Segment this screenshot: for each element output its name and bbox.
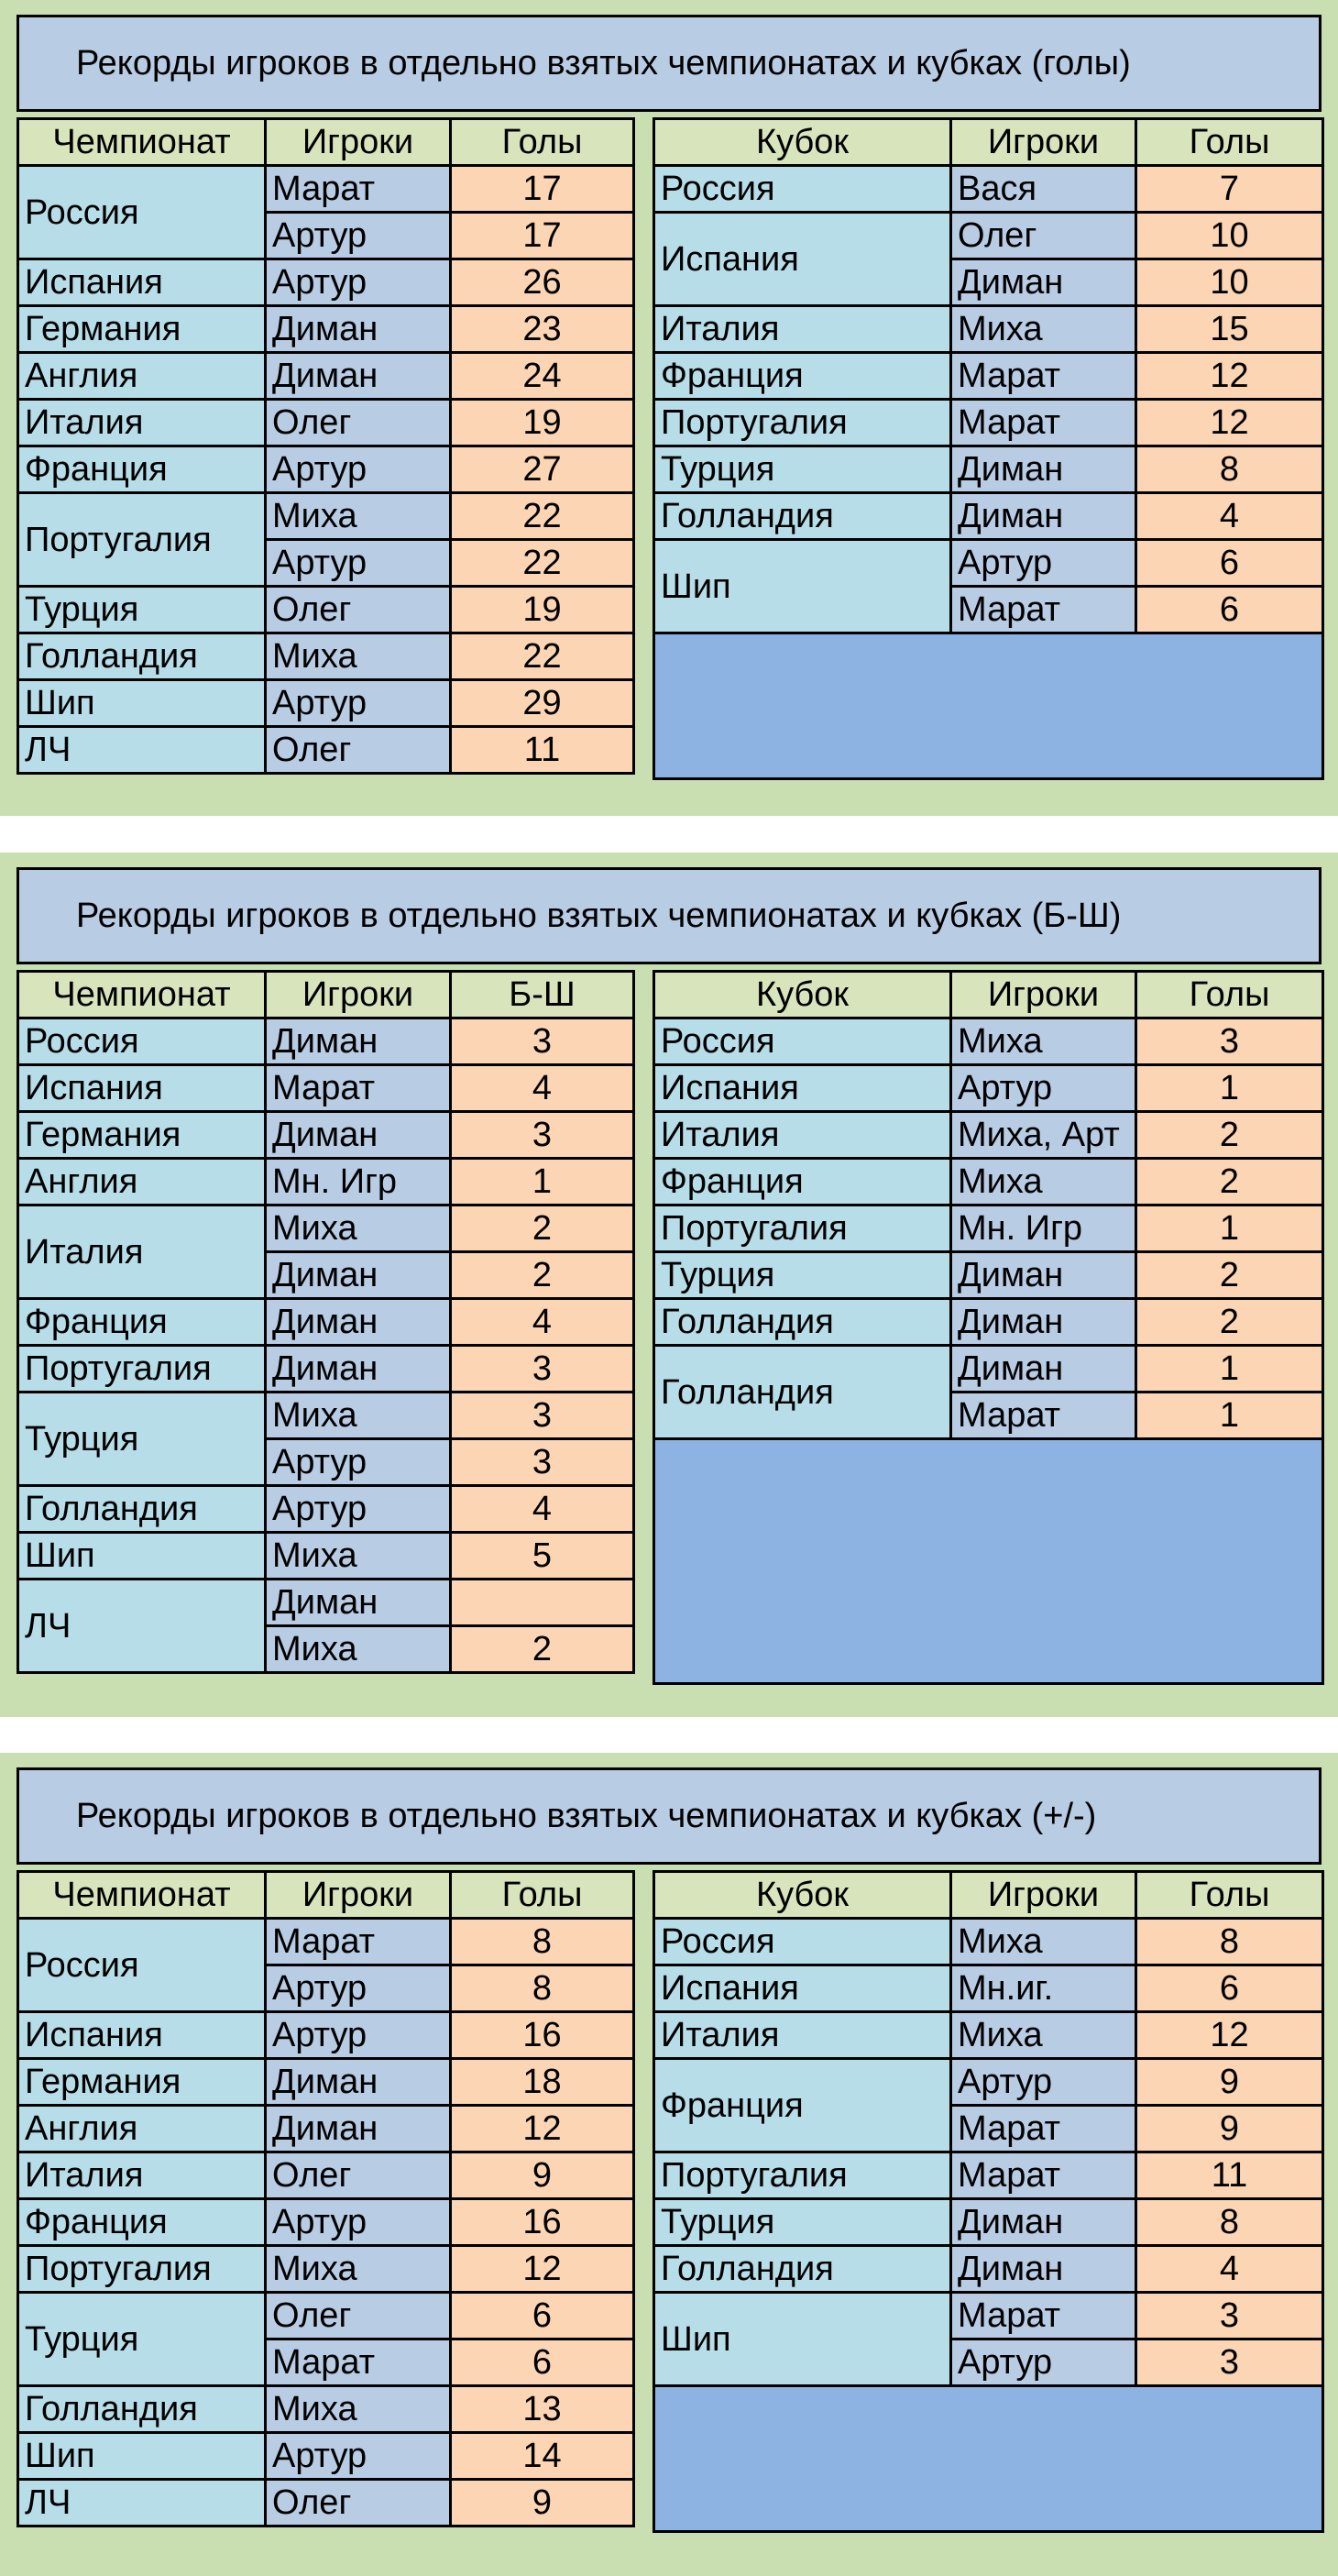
player-cell: Артур [266,1486,451,1533]
table-row [18,2480,634,2526]
tournament-cell: Италия [654,1112,951,1159]
table-row [654,400,1323,446]
tournament-cell: Россия [654,1919,951,1965]
tournament-cell: Германия [18,2059,266,2106]
tournament-cell: ЛЧ [18,1580,266,1673]
tournament-cell: Турция [654,1252,951,1299]
player-cell: Диман [266,306,451,353]
table-row [654,2199,1323,2246]
tournament-header: Чемпионат [18,1872,266,1919]
player-cell: Диман [951,1346,1136,1393]
tournament-cell: Россия [18,1018,266,1065]
value-cell: 2 [451,1205,634,1252]
value-cell: 19 [451,587,634,633]
player-cell: Миха, Арт [951,1112,1136,1159]
cup-table [653,970,1324,1685]
header-row [654,1872,1323,1919]
tournament-header: Чемпионат [18,119,266,166]
value-cell: 9 [451,2480,634,2526]
table-row [18,1205,634,1252]
tournament-cell: Голландия [18,633,266,680]
empty-fill-area [654,1439,1323,1684]
player-cell: Олег [266,727,451,774]
value-cell: 16 [451,2199,634,2246]
empty-fill-row [654,2386,1323,2532]
player-cell: Миха [266,1205,451,1252]
tournament-cell: Португалия [18,1346,266,1393]
value-cell: 3 [451,1112,634,1159]
player-cell: Диман [951,2199,1136,2246]
tournament-cell: Англия [18,1159,266,1205]
value-cell: 10 [1136,259,1323,306]
table-row [18,400,634,446]
cup-table [653,1870,1324,2533]
value-header: Голы [1136,119,1323,166]
table-row [18,1299,634,1346]
tournament-cell: Россия [654,1018,951,1065]
player-cell: Артур [266,680,451,727]
value-header: Голы [451,1872,634,1919]
value-cell: 23 [451,306,634,353]
tournament-cell: Турция [18,1393,266,1486]
tournament-cell: ЛЧ [18,2480,266,2526]
table-row [18,1393,634,1439]
tournament-cell: Турция [18,2293,266,2386]
player-cell: Марат [266,2339,451,2386]
value-cell: 6 [451,2339,634,2386]
player-cell: Вася [951,166,1136,213]
table-row [654,1159,1323,1205]
header-row [654,119,1323,166]
tournament-cell: Испания [18,2012,266,2059]
table-row [18,2152,634,2199]
value-cell: 6 [1136,540,1323,587]
tournament-cell: Испания [654,1965,951,2012]
value-cell: 12 [1136,2012,1323,2059]
value-cell: 1 [1136,1205,1323,1252]
value-cell: 2 [451,1252,634,1299]
value-cell: 17 [451,166,634,213]
table-row [18,2293,634,2339]
tournament-cell: Россия [654,166,951,213]
tournament-cell: Шип [18,680,266,727]
section-title: Рекорды игроков в отдельно взятых чемпионатах и кубках (Б-Ш) [16,867,1322,964]
value-cell: 6 [1136,1965,1323,2012]
table-row [18,2059,634,2106]
value-cell: 2 [1136,1112,1323,1159]
player-cell: Марат [266,1919,451,1965]
value-cell: 22 [451,493,634,540]
tournament-cell: Франция [654,1159,951,1205]
player-cell: Диман [266,1252,451,1299]
empty-fill-row [654,633,1323,779]
player-cell: Миха [266,2386,451,2433]
player-cell: Артур [951,1065,1136,1112]
tournament-cell: Италия [18,400,266,446]
player-cell: Диман [266,1299,451,1346]
tournament-cell: Шип [654,2293,951,2386]
player-cell: Миха [266,1393,451,1439]
player-cell: Марат [951,400,1136,446]
table-row [18,493,634,540]
value-cell: 3 [451,1393,634,1439]
table-row [654,2152,1323,2199]
player-cell: Артур [951,540,1136,587]
table-row [18,587,634,633]
player-cell: Марат [951,2293,1136,2339]
tournament-cell: Англия [18,353,266,400]
section-goals [0,0,1338,816]
table-row [654,1346,1323,1393]
player-cell: Диман [266,1112,451,1159]
value-cell: 17 [451,213,634,259]
tournament-cell: Италия [18,2152,266,2199]
tournament-cell: Франция [18,446,266,493]
value-cell: 22 [451,633,634,680]
value-cell: 26 [451,259,634,306]
value-cell: 29 [451,680,634,727]
value-header: Голы [451,119,634,166]
tournament-cell: Голландия [654,493,951,540]
tournament-cell: Англия [18,2106,266,2152]
value-cell: 12 [1136,353,1323,400]
value-header: Голы [1136,972,1323,1018]
player-cell: Диман [266,353,451,400]
value-cell: 7 [1136,166,1323,213]
cup-table [653,117,1324,780]
player-cell: Миха [951,1919,1136,1965]
tournament-cell: Турция [654,446,951,493]
player-cell: Олег [951,213,1136,259]
table-row [18,446,634,493]
tournament-cell: Голландия [18,2386,266,2433]
section-bsh [0,853,1338,1717]
player-cell: Диман [951,446,1136,493]
table-row [654,2059,1323,2106]
value-header: Голы [1136,1872,1323,1919]
tournament-cell: Испания [18,259,266,306]
value-cell: 1 [451,1159,634,1205]
player-cell: Мн.иг. [951,1965,1136,2012]
section-plus-minus [0,1753,1338,2576]
player-cell: Диман [266,2059,451,2106]
value-cell: 8 [451,1919,634,1965]
table-row [18,1065,634,1112]
value-cell: 15 [1136,306,1323,353]
tournament-cell: Италия [18,1205,266,1299]
players-header: Игроки [266,972,451,1018]
value-cell: 18 [451,2059,634,2106]
value-cell: 4 [1136,2246,1323,2293]
tournament-cell: Шип [18,1533,266,1580]
table-row [18,2199,634,2246]
table-row [18,306,634,353]
tournament-cell: Франция [654,2059,951,2152]
championship-table [16,1870,635,2527]
empty-fill-area [654,633,1323,779]
table-row [18,1112,634,1159]
player-cell: Артур [266,2433,451,2480]
player-cell: Олег [266,400,451,446]
player-cell: Артур [266,259,451,306]
table-row [18,2433,634,2480]
player-cell: Артур [266,1439,451,1486]
player-cell: Миха [266,633,451,680]
value-cell: 2 [451,1626,634,1673]
value-cell: 4 [1136,493,1323,540]
player-cell: Диман [951,2246,1136,2293]
value-cell: 12 [451,2246,634,2293]
player-cell: Мн. Игр [266,1159,451,1205]
value-cell: 4 [451,1299,634,1346]
tournament-cell: Шип [654,540,951,633]
championship-table [16,117,635,775]
tournament-cell: Франция [18,1299,266,1346]
value-cell: 22 [451,540,634,587]
table-row [18,2012,634,2059]
player-cell: Артур [951,2059,1136,2106]
table-row [654,446,1323,493]
player-cell: Артур [266,2012,451,2059]
empty-fill-area [654,2386,1323,2532]
tournament-cell: Голландия [654,1346,951,1439]
player-cell: Миха [951,2012,1136,2059]
value-cell: 14 [451,2433,634,2480]
tournament-cell: Португалия [18,493,266,587]
players-header: Игроки [266,1872,451,1919]
value-header: Б-Ш [451,972,634,1018]
table-row [18,1533,634,1580]
table-row [654,1112,1323,1159]
table-row [654,2293,1323,2339]
header-row [654,972,1323,1018]
player-cell: Марат [951,1393,1136,1439]
value-cell: 1 [1136,1346,1323,1393]
tournament-cell: Испания [18,1065,266,1112]
player-cell: Артур [266,2199,451,2246]
value-cell: 27 [451,446,634,493]
table-row [18,259,634,306]
player-cell: Марат [266,1065,451,1112]
table-row [654,1299,1323,1346]
table-row [18,680,634,727]
table-row [654,353,1323,400]
table-row [18,1580,634,1626]
value-cell: 8 [451,1965,634,2012]
player-cell: Олег [266,587,451,633]
value-cell: 1 [1136,1393,1323,1439]
tournament-cell: Россия [18,1919,266,2012]
table-row [654,540,1323,587]
table-row [654,1018,1323,1065]
player-cell: Артур [951,2339,1136,2386]
value-cell: 6 [451,2293,634,2339]
value-cell: 9 [1136,2059,1323,2106]
player-cell: Мн. Игр [951,1205,1136,1252]
value-cell: 5 [451,1533,634,1580]
value-cell: 12 [1136,400,1323,446]
tournament-header: Кубок [654,119,951,166]
header-row [18,1872,634,1919]
value-cell: 8 [1136,1919,1323,1965]
player-cell: Диман [266,1580,451,1626]
tournament-cell: Франция [18,2199,266,2246]
value-cell: 19 [451,400,634,446]
table-row [654,1965,1323,2012]
table-row [18,727,634,774]
tournament-cell: Голландия [654,1299,951,1346]
tournament-cell: Шип [18,2433,266,2480]
tournament-cell: Франция [654,353,951,400]
players-header: Игроки [951,119,1136,166]
tournament-cell: Германия [18,1112,266,1159]
table-row [654,306,1323,353]
table-row [18,1486,634,1533]
players-header: Игроки [951,972,1136,1018]
value-cell: 8 [1136,2199,1323,2246]
table-row [18,1919,634,1965]
tournament-header: Чемпионат [18,972,266,1018]
value-cell: 3 [451,1346,634,1393]
player-cell: Олег [266,2152,451,2199]
empty-fill-row [654,1439,1323,1684]
table-row [654,213,1323,259]
tournament-cell: Россия [18,166,266,259]
player-cell: Артур [266,1965,451,2012]
value-cell: 3 [1136,1018,1323,1065]
value-cell: 2 [1136,1299,1323,1346]
tournament-cell: Голландия [654,2246,951,2293]
player-cell: Диман [951,1299,1136,1346]
player-cell: Диман [266,1346,451,1393]
tournament-cell: Италия [654,2012,951,2059]
table-row [18,2246,634,2293]
section-title: Рекорды игроков в отдельно взятых чемпионатах и кубках (+/-) [16,1767,1322,1865]
table-row [18,166,634,213]
value-cell: 11 [451,727,634,774]
tournament-cell: Германия [18,306,266,353]
players-header: Игроки [266,119,451,166]
player-cell: Марат [951,2152,1136,2199]
player-cell: Диман [266,2106,451,2152]
table-row [18,2386,634,2433]
player-cell: Миха [266,2246,451,2293]
table-row [18,1018,634,1065]
value-cell: 6 [1136,587,1323,633]
tournament-cell: Португалия [654,1205,951,1252]
player-cell: Марат [951,2106,1136,2152]
value-cell: 10 [1136,213,1323,259]
player-cell: Олег [266,2293,451,2339]
table-row [654,2012,1323,2059]
championship-table [16,970,635,1674]
players-header: Игроки [951,1872,1136,1919]
player-cell: Миха [266,1533,451,1580]
table-row [18,633,634,680]
table-row [18,1159,634,1205]
table-row [18,1346,634,1393]
tournament-cell: Испания [654,213,951,306]
tournament-header: Кубок [654,972,951,1018]
tournament-cell: Португалия [654,2152,951,2199]
value-cell: 12 [451,2106,634,2152]
tournament-cell: Португалия [654,400,951,446]
tournament-cell: Испания [654,1065,951,1112]
value-cell: 13 [451,2386,634,2433]
value-cell: 16 [451,2012,634,2059]
value-cell [451,1580,634,1626]
value-cell: 2 [1136,1252,1323,1299]
player-cell: Миха [951,306,1136,353]
section-title: Рекорды игроков в отдельно взятых чемпионатах и кубках (голы) [16,15,1322,112]
player-cell: Диман [951,259,1136,306]
table-row [654,1065,1323,1112]
value-cell: 4 [451,1065,634,1112]
tournament-cell: ЛЧ [18,727,266,774]
value-cell: 3 [451,1439,634,1486]
tournament-cell: Италия [654,306,951,353]
table-row [654,2246,1323,2293]
header-row [18,972,634,1018]
table-row [654,1252,1323,1299]
player-cell: Миха [951,1159,1136,1205]
player-cell: Артур [266,446,451,493]
value-cell: 11 [1136,2152,1323,2199]
tournament-cell: Турция [18,587,266,633]
header-row [18,119,634,166]
table-row [654,1919,1323,1965]
table-row [654,493,1323,540]
player-cell: Миха [266,1626,451,1673]
player-cell: Диман [951,1252,1136,1299]
player-cell: Артур [266,213,451,259]
table-row [18,2106,634,2152]
value-cell: 2 [1136,1159,1323,1205]
tournament-cell: Португалия [18,2246,266,2293]
player-cell: Миха [266,493,451,540]
player-cell: Миха [951,1018,1136,1065]
table-row [18,353,634,400]
player-cell: Артур [266,540,451,587]
player-cell: Марат [951,587,1136,633]
value-cell: 9 [451,2152,634,2199]
value-cell: 3 [1136,2339,1323,2386]
tournament-cell: Турция [654,2199,951,2246]
player-cell: Олег [266,2480,451,2526]
table-row [654,1205,1323,1252]
table-row [654,166,1323,213]
value-cell: 3 [451,1018,634,1065]
value-cell: 9 [1136,2106,1323,2152]
value-cell: 1 [1136,1065,1323,1112]
player-cell: Диман [266,1018,451,1065]
player-cell: Марат [266,166,451,213]
value-cell: 3 [1136,2293,1323,2339]
value-cell: 8 [1136,446,1323,493]
tournament-header: Кубок [654,1872,951,1919]
value-cell: 24 [451,353,634,400]
value-cell: 4 [451,1486,634,1533]
player-cell: Марат [951,353,1136,400]
tournament-cell: Голландия [18,1486,266,1533]
player-cell: Диман [951,493,1136,540]
